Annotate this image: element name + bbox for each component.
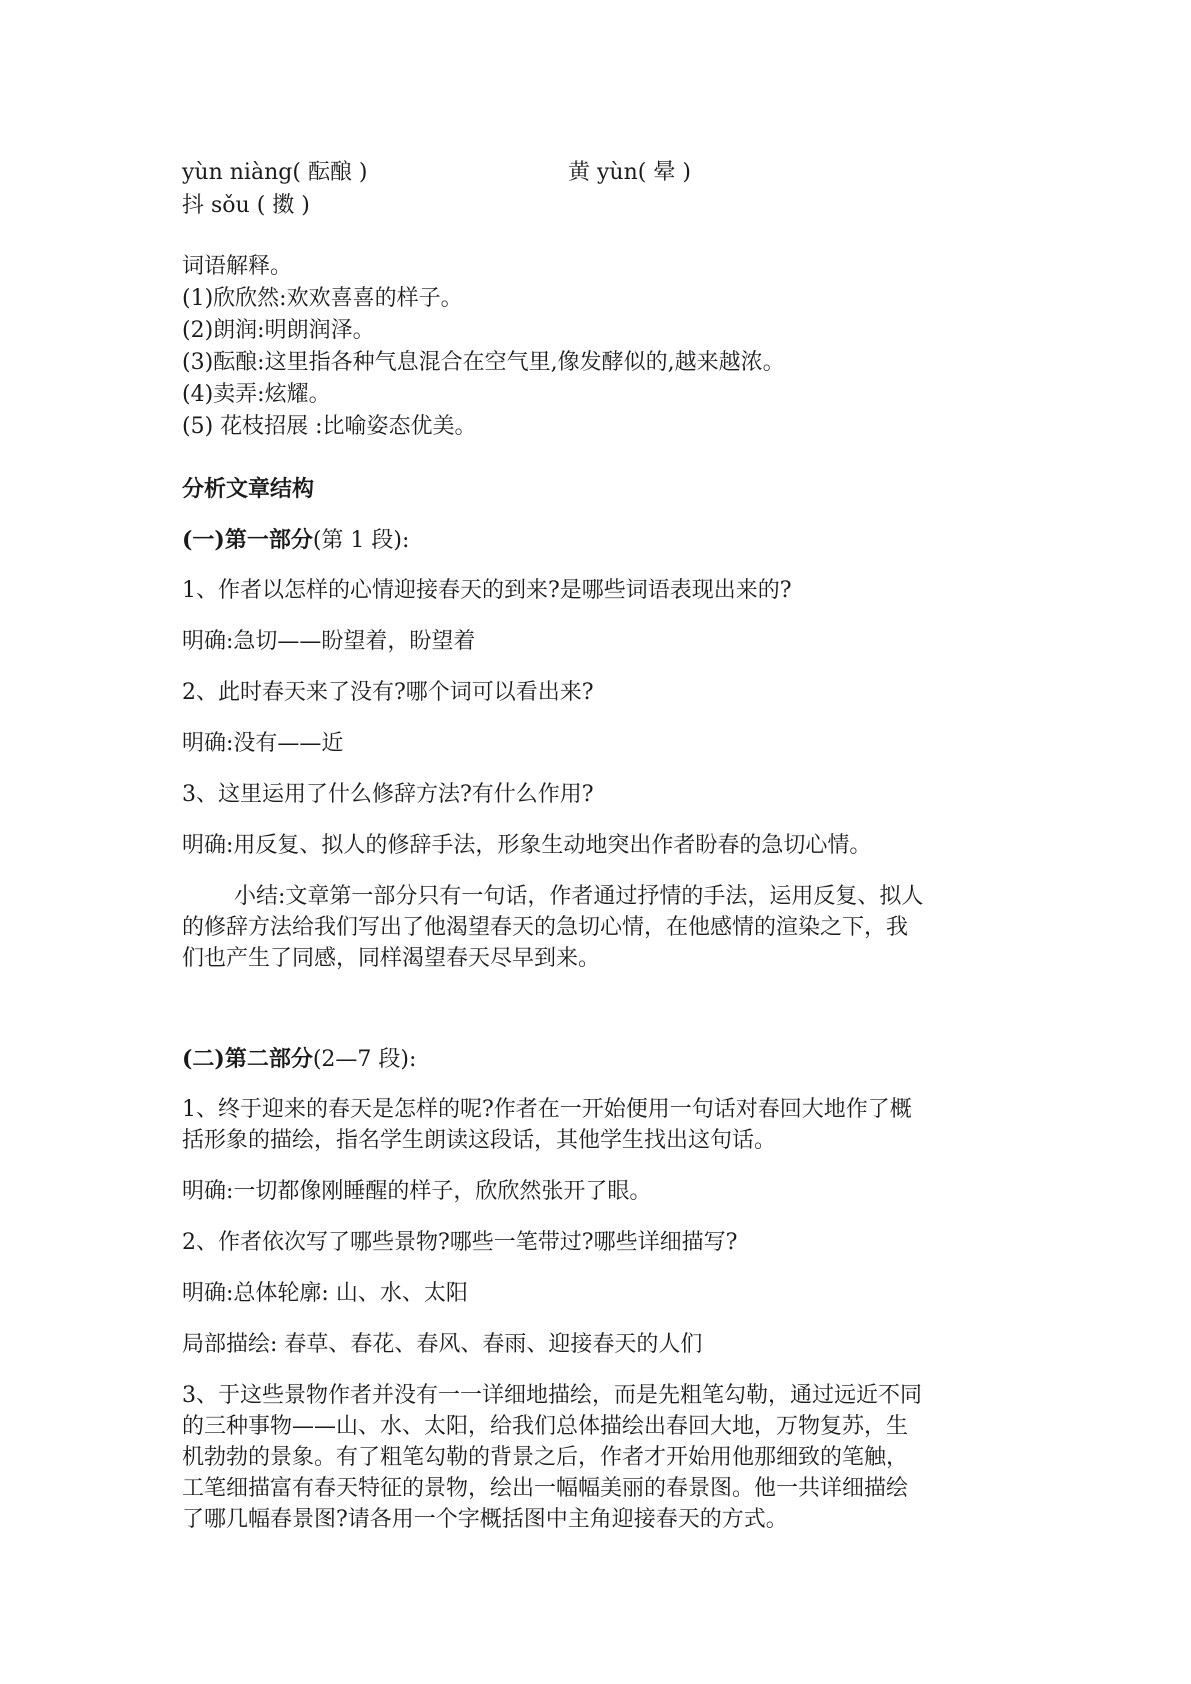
part1-range: (第 1 段): bbox=[312, 528, 410, 553]
part2-answer-1: 明确:一切都像刚睡醒的样子，欣欣然张开了眼。 bbox=[182, 1179, 652, 1204]
part2-answer-2-overall: 明确:总体轮廓: 山、水、太阳 bbox=[182, 1281, 468, 1306]
pinyin-row-2: 抖 sǒu ( 擞 ) bbox=[182, 193, 310, 218]
glossary-item-5: (5) 花枝招展 :比喻姿态优美。 bbox=[182, 414, 477, 439]
part2-range: (2—7 段): bbox=[312, 1047, 417, 1072]
part2-question-3-line-5: 了哪几幅春景图?请各用一个字概括图中主角迎接春天的方式。 bbox=[182, 1507, 788, 1532]
glossary-item-2: (2)朗润:明朗润泽。 bbox=[182, 318, 375, 343]
part2-question-3-line-3: 机勃勃的景象。有了粗笔勾勒的背景之后，作者才开始用他那细致的笔触， bbox=[182, 1445, 909, 1470]
pinyin-row-1-right: 黄 yùn( 晕 ) bbox=[568, 160, 691, 185]
part1-summary bbox=[182, 881, 1012, 974]
glossary-item-1: (1)欣欣然:欢欢喜喜的样子。 bbox=[182, 286, 463, 311]
glossary-heading: 词语解释。 bbox=[182, 254, 293, 279]
part1-question-3: 3、这里运用了什么修辞方法?有什么作用? bbox=[182, 782, 594, 807]
part2-question-3 bbox=[182, 1380, 1012, 1535]
part1-answer-1: 明确:急切——盼望着，盼望着 bbox=[182, 629, 476, 654]
part2-question-1 bbox=[182, 1094, 1012, 1156]
part1-title: (一)第一部分 bbox=[182, 527, 313, 553]
part2-title: (二)第二部分 bbox=[182, 1046, 313, 1072]
part1-question-1: 1、作者以怎样的心情迎接春天的到来?是哪些词语表现出来的? bbox=[182, 578, 792, 603]
glossary-item-4: (4)卖弄:炫耀。 bbox=[182, 382, 331, 407]
part2-question-3-line-2: 的三种事物——山、水、太阳，给我们总体描绘出春回大地，万物复苏，生 bbox=[182, 1414, 909, 1439]
part1-answer-3: 明确:用反复、拟人的修辞手法，形象生动地突出作者盼春的急切心情。 bbox=[182, 833, 872, 858]
part1-summary-line-2: 的修辞方法给我们写出了他渴望春天的急切心情，在他感情的渲染之下，我 bbox=[182, 915, 909, 940]
pinyin-row-1-left: yùn niàng( 酝酿 ) bbox=[182, 160, 368, 185]
part2-question-1-line-2: 括形象的描绘，指名学生朗读这段话，其他学生找出这句话。 bbox=[182, 1128, 777, 1153]
part2-question-3-line-4: 工笔细描富有春天特征的景物，绘出一幅幅美丽的春景图。他一共详细描绘 bbox=[182, 1476, 909, 1501]
part1-question-2: 2、此时春天来了没有?哪个词可以看出来? bbox=[182, 680, 594, 705]
part1-answer-2: 明确:没有——近 bbox=[182, 731, 344, 756]
glossary-item-3: (3)酝酿:这里指各种气息混合在空气里,像发酵似的,越来越浓。 bbox=[182, 350, 785, 375]
part2-question-3-line-1: 3、于这些景物作者并没有一一详细地描绘，而是先粗笔勾勒，通过远近不同 bbox=[182, 1383, 922, 1408]
part1-heading bbox=[182, 525, 409, 556]
part2-heading bbox=[182, 1044, 416, 1075]
part2-answer-2-detail: 局部描绘: 春草、春花、春风、春雨、迎接春天的人们 bbox=[182, 1332, 703, 1357]
part2-question-1-line-1: 1、终于迎来的春天是怎样的呢?作者在一开始便用一句话对春回大地作了概 bbox=[182, 1097, 912, 1122]
part1-summary-line-1: 小结:文章第一部分只有一句话，作者通过抒情的手法，运用反复、拟人 bbox=[234, 884, 924, 909]
part1-summary-line-3: 们也产生了同感，同样渴望春天尽早到来。 bbox=[182, 946, 601, 971]
part2-question-2: 2、作者依次写了哪些景物?哪些一笔带过?哪些详细描写? bbox=[182, 1230, 738, 1255]
structure-heading: 分析文章结构 bbox=[182, 476, 315, 502]
